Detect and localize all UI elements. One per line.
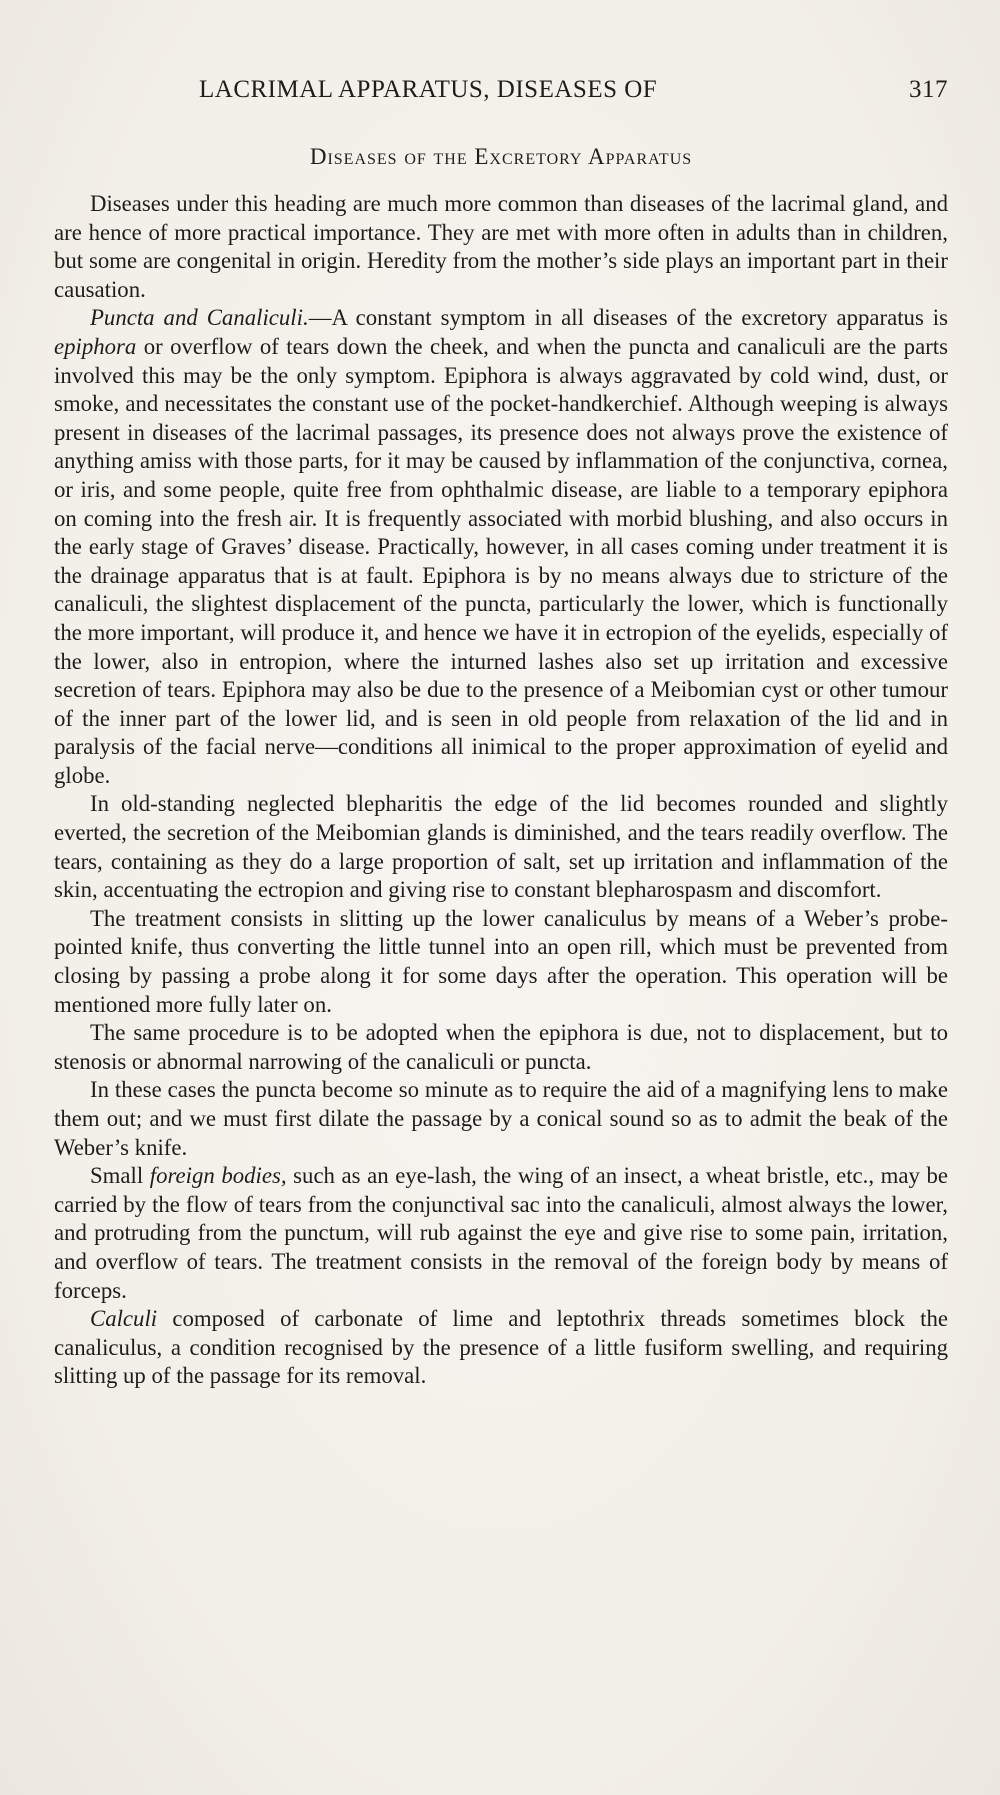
paragraph-text: such as an eye-lash, the wing of an insect, a wheat bristle, etc., may be carried by the flow of tears from the conjunctival sac into the canaliculi, almost always the lower, and protruding from the punctum, will rub against the eye and give rise to some pain, irritation, and overflow of tears. The treatment consists in the removal of the foreign body by means of forceps.	[54, 1163, 948, 1303]
term-epiphora: epiphora	[54, 333, 137, 359]
paragraph-stenosis: The same procedure is to be adopted when the epiphora is due, not to displacement, but to stenosis or abnormal narrowing of the canaliculi or puncta.	[54, 1020, 948, 1074]
paragraph-foreign-bodies	[54, 1162, 948, 1305]
page-number: 317	[909, 76, 948, 103]
paragraph-blepharitis: In old-standing neglected blepharitis the edge of the lid becomes rounded and slightly everted, the secretion of the Meibomian glands is diminished, and the tears readily overflow. The tears, containing as they do a large proportion of salt, set up irritation and inflammation of the skin, accentuating the ectropion and giving rise to constant blepharospasm and discomfort.	[54, 791, 948, 903]
paragraph-text: composed of carbonate of lime and leptothrix threads sometimes block the canaliculus, a condition recognised by the presence of a little fusiform swelling, and requiring slitting up of the passage for its removal.	[54, 1306, 948, 1389]
term-foreign-bodies: foreign bodies,	[149, 1163, 287, 1189]
body-text	[54, 190, 948, 1391]
paragraph-intro: Diseases under this heading are much more common than diseases of the lacrimal gland, and are hence of more practical importance. They are met with more often in adults than in children, but some are congenital in origin. Heredity from the mother’s side plays an important part in their causation.	[54, 191, 948, 302]
paragraph-calculi	[54, 1305, 948, 1391]
term-calculi: Calculi	[90, 1306, 158, 1332]
paragraph-heading-puncta: Puncta and Canaliculi.	[90, 305, 309, 331]
paragraph-treatment: The treatment consists in slitting up the lower canaliculus by means of a Weber’s probe-pointed knife, thus converting the little tunnel into an open rill, which must be prevented from closing by passing a probe along it for some days after the operation. This operation will be mentioned more fully later on.	[54, 905, 948, 1017]
paragraph-text: or overflow of tears down the cheek, and when the puncta and canaliculi are the parts involved this may be the only symptom. Epiphora is always aggravated by cold wind, dust, or smoke, and necessitates the constant use of the pocket-handkerchief. Although weeping is always present in diseases of the lacrimal passages, its presence does not always prove the existence of anything amiss with those parts, for it may be caused by inflammation of the conjunctiva, cornea, or iris, and some people, quite free from ophthalmic disease, are liable to a temporary epiphora on coming into the fresh air. It is frequently associated with morbid blushing, and also occurs in the early stage of Graves’ disease. Practically, however, in all cases coming under treatment it is the drainage apparatus that is at fault. Epiphora is by no means always due to stricture of the canaliculi, the slightest displacement of the puncta, particularly the lower, which is functionally the more important, will produce it, and hence we have it in ectropion of the eyelids, especially of the lower, also in entropion, where the inturned lashes also set up irritation and excessive secretion of tears. Epiphora may also be due to the presence of a Meibomian cyst or other tumour of the inner part of the lower lid, and is seen in old people from relaxation of the lid and in paralysis of the facial nerve—conditions all inimical to the proper approximation of eyelid and globe.	[54, 333, 948, 788]
running-head	[54, 76, 948, 120]
paragraph-puncta-canaliculi	[54, 304, 948, 790]
paragraph-minute-puncta: In these cases the puncta become so minute as to require the aid of a magnifying lens to make them out; and we must first dilate the passage by a conical sound so as to admit the beak of the Weber’s knife.	[54, 1077, 948, 1160]
running-head-title: LACRIMAL APPARATUS, DISEASES OF	[199, 76, 658, 103]
paragraph-text: Small	[90, 1163, 150, 1189]
paragraph-text: —A constant symptom in all diseases of the excretory apparatus is	[308, 305, 948, 331]
section-heading: Diseases of the Excretory Apparatus	[309, 144, 693, 169]
